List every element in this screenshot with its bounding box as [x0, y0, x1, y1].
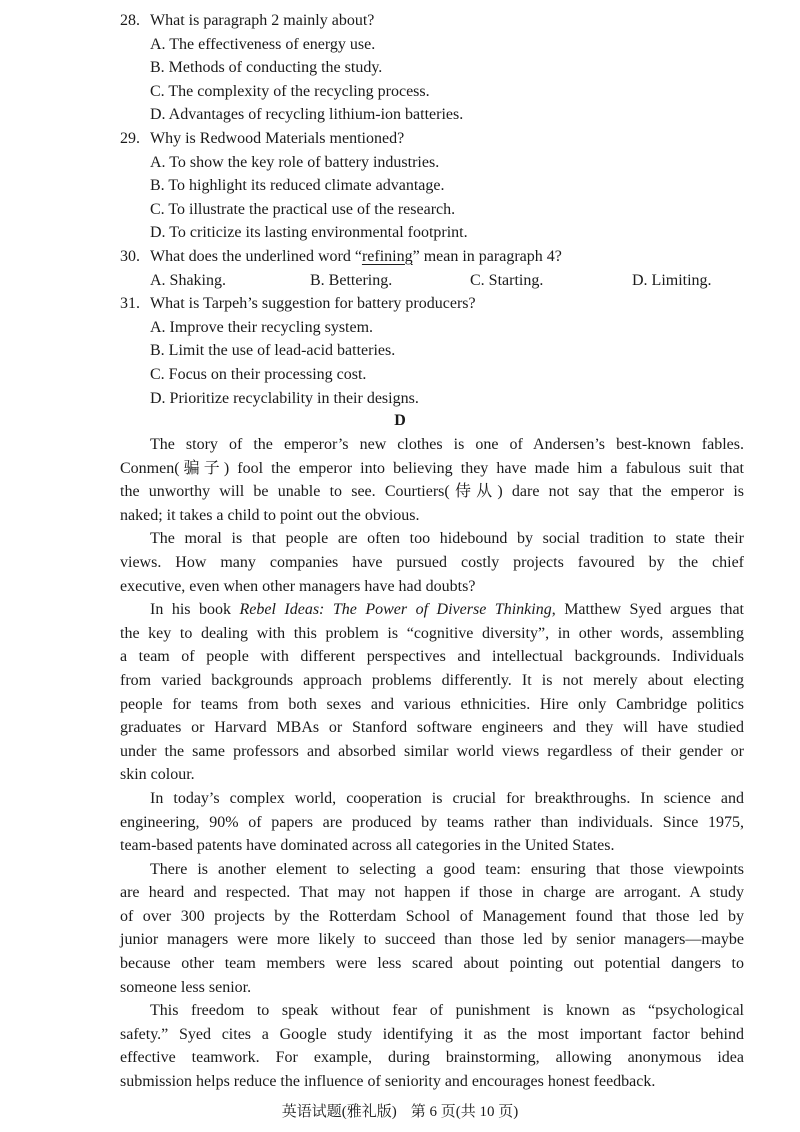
paragraph-line: team-based patents have dominated across all categories in the United States.	[120, 837, 615, 855]
option-b: B. To highlight its reduced climate advantage.	[150, 177, 445, 195]
paragraph-line: a team of people with different perspectives and intellectual backgrounds. Individuals	[120, 648, 744, 666]
question-text: What is Tarpeh’s suggestion for battery producers?	[150, 295, 476, 313]
option-d: D. Advantages of recycling lithium-ion batteries.	[150, 106, 464, 124]
paragraph-line: engineering, 90% of papers are produced by teams rather than individuals. Since 1975,	[120, 813, 744, 831]
question-31	[120, 292, 760, 410]
paragraph-line: The story of the emperor’s new clothes is one of Andersen’s best-known fables.	[150, 436, 744, 453]
paragraph-line: under the same professors and absorbed similar world views regardless of their gender or	[120, 742, 744, 760]
paragraph-line: the key to dealing with this problem is “cognitive diversity”, in other words, assembling	[120, 624, 744, 642]
paragraph-3	[120, 598, 744, 787]
paragraph-line: naked; it takes a child to point out the obvious.	[120, 506, 420, 524]
paragraph-line: of over 300 projects by the Rotterdam School of Management found that those led by	[120, 907, 744, 925]
page-footer	[0, 1102, 800, 1122]
reading-passage	[120, 433, 744, 1094]
question-stem	[120, 245, 760, 269]
paragraph-line: skin colour.	[120, 766, 195, 784]
option-a: A. Improve their recycling system.	[150, 318, 374, 336]
paragraph-4	[120, 787, 744, 858]
option-c: C. To illustrate the practical use of the research.	[150, 200, 456, 218]
question-text: Why is Redwood Materials mentioned?	[150, 129, 405, 147]
option-d: D. Prioritize recyclability in their designs.	[150, 389, 419, 407]
paragraph-2	[120, 527, 744, 598]
paragraph-line: the unworthy will be unable to see. Courtiers(侍从) dare not say that the emperor is	[120, 483, 744, 501]
paragraph-line: from varied backgrounds approach problems differently. It is not merely about electing	[120, 671, 744, 689]
question-28	[120, 9, 760, 127]
question-list	[120, 9, 760, 410]
options-row	[120, 269, 760, 293]
paragraph-1	[120, 433, 744, 527]
paragraph-line: submission helps reduce the influence of seniority and encourages honest feedback.	[120, 1073, 656, 1091]
paragraph-6	[120, 999, 744, 1093]
paragraph-line: This freedom to speak without fear of punishment is known as “psychological	[150, 1002, 744, 1020]
option-a: A. The effectiveness of energy use.	[150, 35, 376, 53]
paragraph-line: junior managers were more likely to succeed than those led by senior managers—maybe	[120, 931, 744, 949]
question-text-before: What does the underlined word “	[150, 247, 362, 265]
paragraph-line: There is another element to selecting a good team: ensuring that those viewpoints	[150, 860, 744, 878]
option-b: B. Methods of conducting the study.	[150, 59, 383, 77]
paragraph-line: In today’s complex world, cooperation is crucial for breakthroughs. In science and	[150, 789, 744, 807]
option-a: A. To show the key role of battery industries.	[150, 153, 440, 171]
question-stem	[120, 9, 760, 33]
line-text: , Matthew Syed argues that	[551, 601, 745, 619]
option-d: D. To criticize its lasting environmental footprint.	[150, 224, 468, 242]
question-text-after: ” mean in paragraph 4?	[412, 247, 562, 265]
option-c: C. Starting.	[470, 271, 544, 289]
paragraph-line: executive, even when other managers have had doubts?	[120, 577, 476, 595]
option-a: A. Shaking.	[150, 271, 226, 289]
question-number: 31.	[120, 295, 140, 313]
paragraph-line	[120, 598, 744, 622]
question-stem	[120, 127, 760, 151]
option-b: B. Bettering.	[310, 271, 393, 289]
paragraph-5	[120, 858, 744, 1000]
option-d: D. Limiting.	[632, 271, 712, 289]
paragraph-line: The moral is that people are often too hidebound by social tradition to state their	[150, 530, 744, 548]
question-29	[120, 127, 760, 245]
paragraph-line: views. How many companies have pursued costly projects favoured by the chief	[120, 553, 744, 571]
question-number: 30.	[120, 247, 140, 265]
paragraph-line: because other team members were less scared about pointing out potential dangers to	[120, 955, 744, 973]
exam-title: 英语试题(雅礼版)	[281, 1104, 397, 1120]
option-c: C. The complexity of the recycling process.	[150, 82, 430, 100]
option-c: C. Focus on their processing cost.	[150, 365, 367, 383]
question-number: 29.	[120, 129, 140, 147]
section-heading: D	[394, 412, 406, 429]
paragraph-line: are heard and respected. That may not happen if those in charge are arrogant. A study	[120, 884, 744, 902]
question-30	[120, 245, 760, 292]
line-text: In his book	[150, 601, 240, 619]
option-b: B. Limit the use of lead-acid batteries.	[150, 342, 396, 360]
paragraph-line: people for teams from both sexes and various ethnicities. Hire only Cambridge politics	[120, 695, 744, 713]
paragraph-line: safety.” Syed cites a Google study identifying it as the most important factor behind	[120, 1025, 744, 1043]
paragraph-line: graduates or Harvard MBAs or Stanford software engineers and they will have studied	[120, 719, 744, 737]
paragraph-line: Conmen(骗子) fool the emperor into believing they have made him a fabulous suit that	[120, 459, 744, 477]
question-number: 28.	[120, 12, 140, 29]
book-title: Rebel Ideas: The Power of Diverse Thinking	[239, 601, 552, 619]
paragraph-line: someone less senior.	[120, 978, 252, 996]
paragraph-line: effective teamwork. For example, during brainstorming, allowing anonymous idea	[120, 1049, 744, 1067]
question-text: What is paragraph 2 mainly about?	[150, 12, 375, 29]
question-stem	[120, 292, 760, 316]
page-number: 第 6 页(共 10 页)	[410, 1104, 519, 1120]
underlined-word: refining	[361, 247, 413, 265]
question-text	[150, 245, 562, 269]
